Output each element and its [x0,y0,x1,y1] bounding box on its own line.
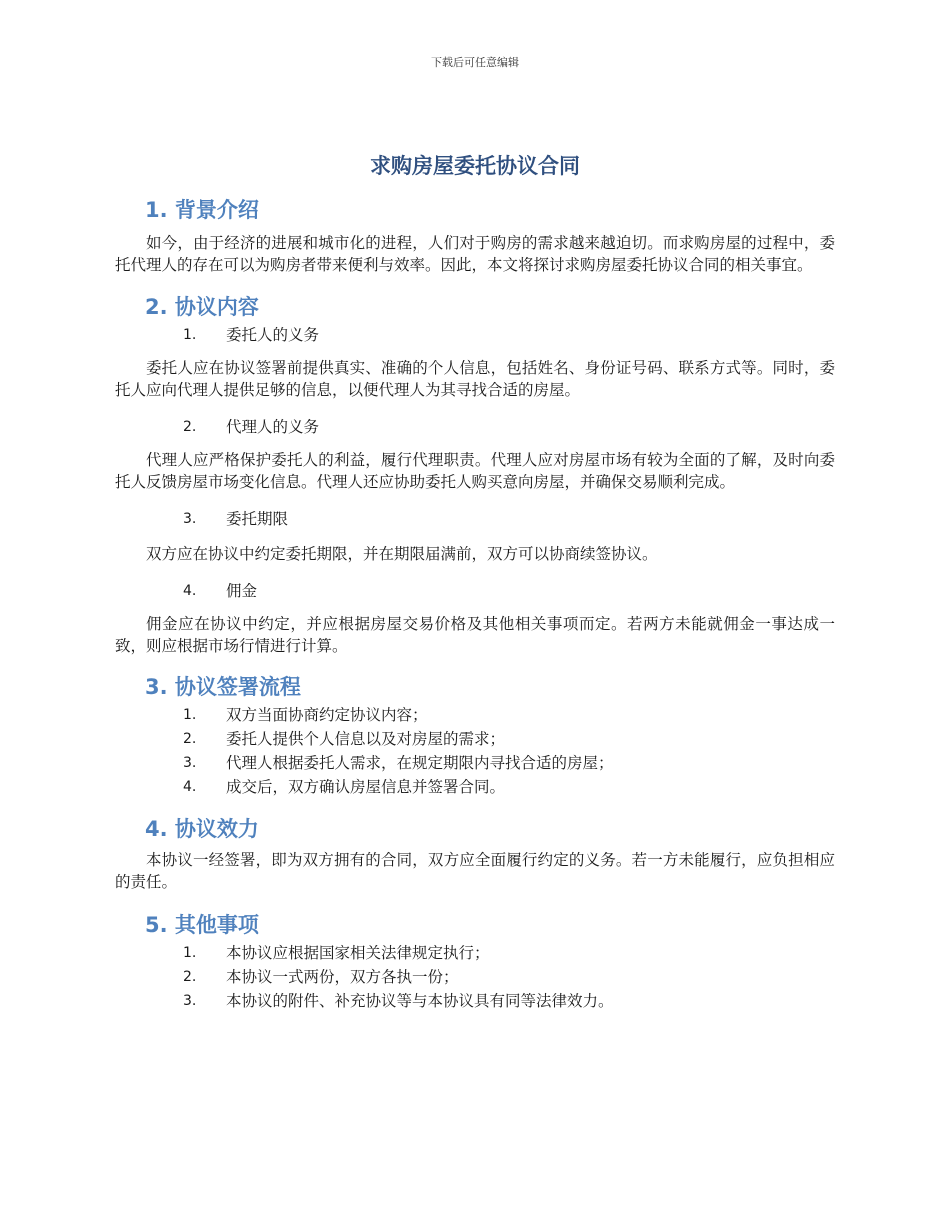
list-number: 1. [183,945,197,961]
list-item-text: 委托人的义务 [226,326,320,344]
list-item [115,579,835,603]
list-number: 4. [183,779,197,795]
list-item [115,727,835,751]
list-number: 3. [183,993,197,1009]
list-number: 1. [183,327,197,343]
list-item-text: 成交后，双方确认房屋信息并签署合同。 [226,778,506,796]
section-heading-agreement-content: 2. 协议内容 [145,295,259,319]
list-item [115,507,835,531]
section-heading-validity: 4. 协议效力 [145,817,259,841]
document-body [115,194,835,1013]
list-item-text: 委托期限 [226,510,289,528]
list-item [115,323,835,347]
list-item [115,775,835,799]
list-item-text: 本协议应根据国家相关法律规定执行； [226,944,490,962]
section-heading-background: 1. 背景介绍 [145,198,259,222]
list-number: 3. [183,755,197,771]
list-number: 1. [183,707,197,723]
section-paragraph: 佣金应在协议中约定，并应根据房屋交易价格及其他相关事项而定。若两方未能就佣金一事达成一致，则应根据市场行情进行计算。 [115,615,835,655]
list-item [115,941,835,965]
section-paragraph: 委托人应在协议签署前提供真实、准确的个人信息，包括姓名、身份证号码、联系方式等。同时，委托人应向代理人提供足够的信息，以便代理人为其寻找合适的房屋。 [115,359,835,399]
section-paragraph: 代理人应严格保护委托人的利益，履行代理职责。代理人应对房屋市场有较为全面的了解，及时向委托人反馈房屋市场变化信息。代理人还应协助委托人购买意向房屋，并确保交易顺利完成。 [115,451,835,491]
list-item [115,703,835,727]
section-heading-signing-process: 3. 协议签署流程 [145,675,301,699]
list-number: 4. [183,583,197,599]
list-item [115,965,835,989]
list-item [115,751,835,775]
list-number: 2. [183,969,197,985]
list-item-text: 佣金 [226,582,258,600]
list-item-text: 本协议的附件、补充协议等与本协议具有同等法律效力。 [226,992,614,1010]
document-title: 求购房屋委托协议合同 [370,154,580,178]
list-item [115,415,835,439]
list-item-text: 代理人的义务 [226,418,320,436]
list-item-text: 本协议一式两份，双方各执一份； [226,968,459,986]
list-number: 3. [183,511,197,527]
section-paragraph: 双方应在协议中约定委托期限，并在期限届满前，双方可以协商续签协议。 [146,545,658,563]
list-item-text: 代理人根据委托人需求，在规定期限内寻找合适的房屋； [226,754,614,772]
list-item-text: 委托人提供个人信息以及对房屋的需求； [226,730,506,748]
section-heading-other-matters: 5. 其他事项 [145,913,259,937]
header-note: 下载后可任意编辑 [431,56,519,69]
section-paragraph: 如今，由于经济的进展和城市化的进程，人们对于购房的需求越来越迫切。而求购房屋的过程中，委托代理人的存在可以为购房者带来便利与效率。因此，本文将探讨求购房屋委托协议合同的相关事宜。 [115,234,835,274]
list-item-text: 双方当面协商约定协议内容； [226,706,428,724]
section-paragraph: 本协议一经签署，即为双方拥有的合同，双方应全面履行约定的义务。若一方未能履行，应负担相应的责任。 [115,851,835,891]
list-number: 2. [183,731,197,747]
list-number: 2. [183,419,197,435]
list-item [115,989,835,1013]
